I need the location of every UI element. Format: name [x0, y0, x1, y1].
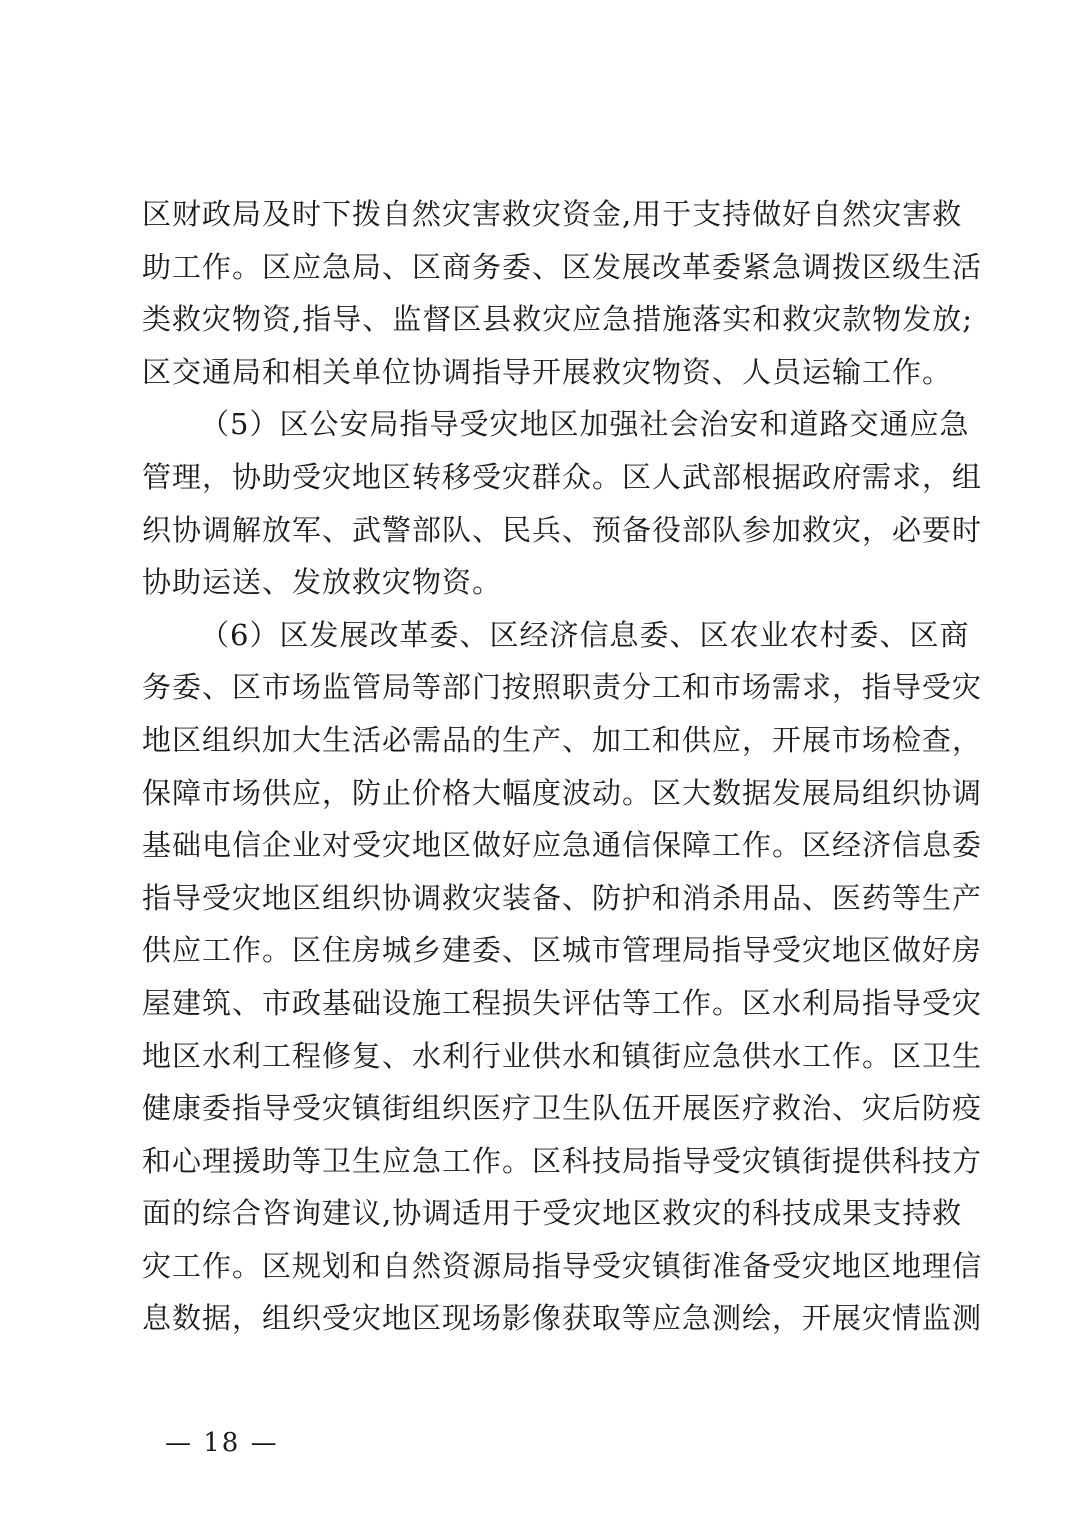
text-line: 管理，协助受灾地区转移受灾群众。区人武部根据政府需求，组 [142, 459, 983, 494]
body-text [142, 188, 983, 1345]
page-number: — 18 — [165, 1428, 279, 1458]
text-line: 区财政局及时下拨自然灾害救灾资金,用于支持做好自然灾害救 [142, 197, 963, 231]
text-line: 基础电信企业对受灾地区做好应急通信保障工作。区经济信息委 [142, 828, 983, 863]
text-line: 供应工作。区住房城乡建委、区城市管理局指导受灾地区做好房 [142, 933, 983, 968]
text-line: （5）区公安局指导受灾地区加强社会治安和道路交通应急 [200, 407, 970, 442]
text-line: 地区组织加大生活必需品的生产、加工和供应，开展市场检查， [142, 722, 983, 757]
text-line: 类救灾物资,指导、监督区县救灾应急措施落实和救灾款物发放; [142, 302, 973, 337]
text-line: 灾工作。区规划和自然资源局指导受灾镇街准备受灾地区地理信 [142, 1248, 983, 1283]
text-line: 地区水利工程修复、水利行业供水和镇街应急供水工作。区卫生 [142, 1038, 983, 1073]
text-line: 协助运送、发放救灾物资。 [142, 565, 503, 600]
text-line: 息数据，组织受灾地区现场影像获取等应急测绘，开展灾情监测 [142, 1301, 983, 1336]
text-line: 保障市场供应，防止价格大幅度波动。区大数据发展局组织协调 [142, 775, 983, 810]
text-line: （6）区发展改革委、区经济信息委、区农业农村委、区商 [200, 617, 970, 652]
text-line: 健康委指导受灾镇街组织医疗卫生队伍开展医疗救治、灾后防疫 [142, 1091, 983, 1126]
text-line: 指导受灾地区组织协调救灾装备、防护和消杀用品、医药等生产 [142, 880, 983, 915]
text-line: 助工作。区应急局、区商务委、区发展改革委紧急调拨区级生活 [142, 249, 983, 284]
text-line: 务委、区市场监管局等部门按照职责分工和市场需求，指导受灾 [142, 670, 983, 705]
text-line: 织协调解放军、武警部队、民兵、预备役部队参加救灾，必要时 [142, 512, 983, 547]
text-line: 和心理援助等卫生应急工作。区科技局指导受灾镇街提供科技方 [142, 1143, 983, 1178]
text-line: 面的综合咨询建议,协调适用于受灾地区救灾的科技成果支持救 [142, 1196, 963, 1231]
text-line: 区交通局和相关单位协调指导开展救灾物资、人员运输工作。 [142, 354, 953, 389]
text-line: 屋建筑、市政基础设施工程损失评估等工作。区水利局指导受灾 [142, 985, 983, 1020]
